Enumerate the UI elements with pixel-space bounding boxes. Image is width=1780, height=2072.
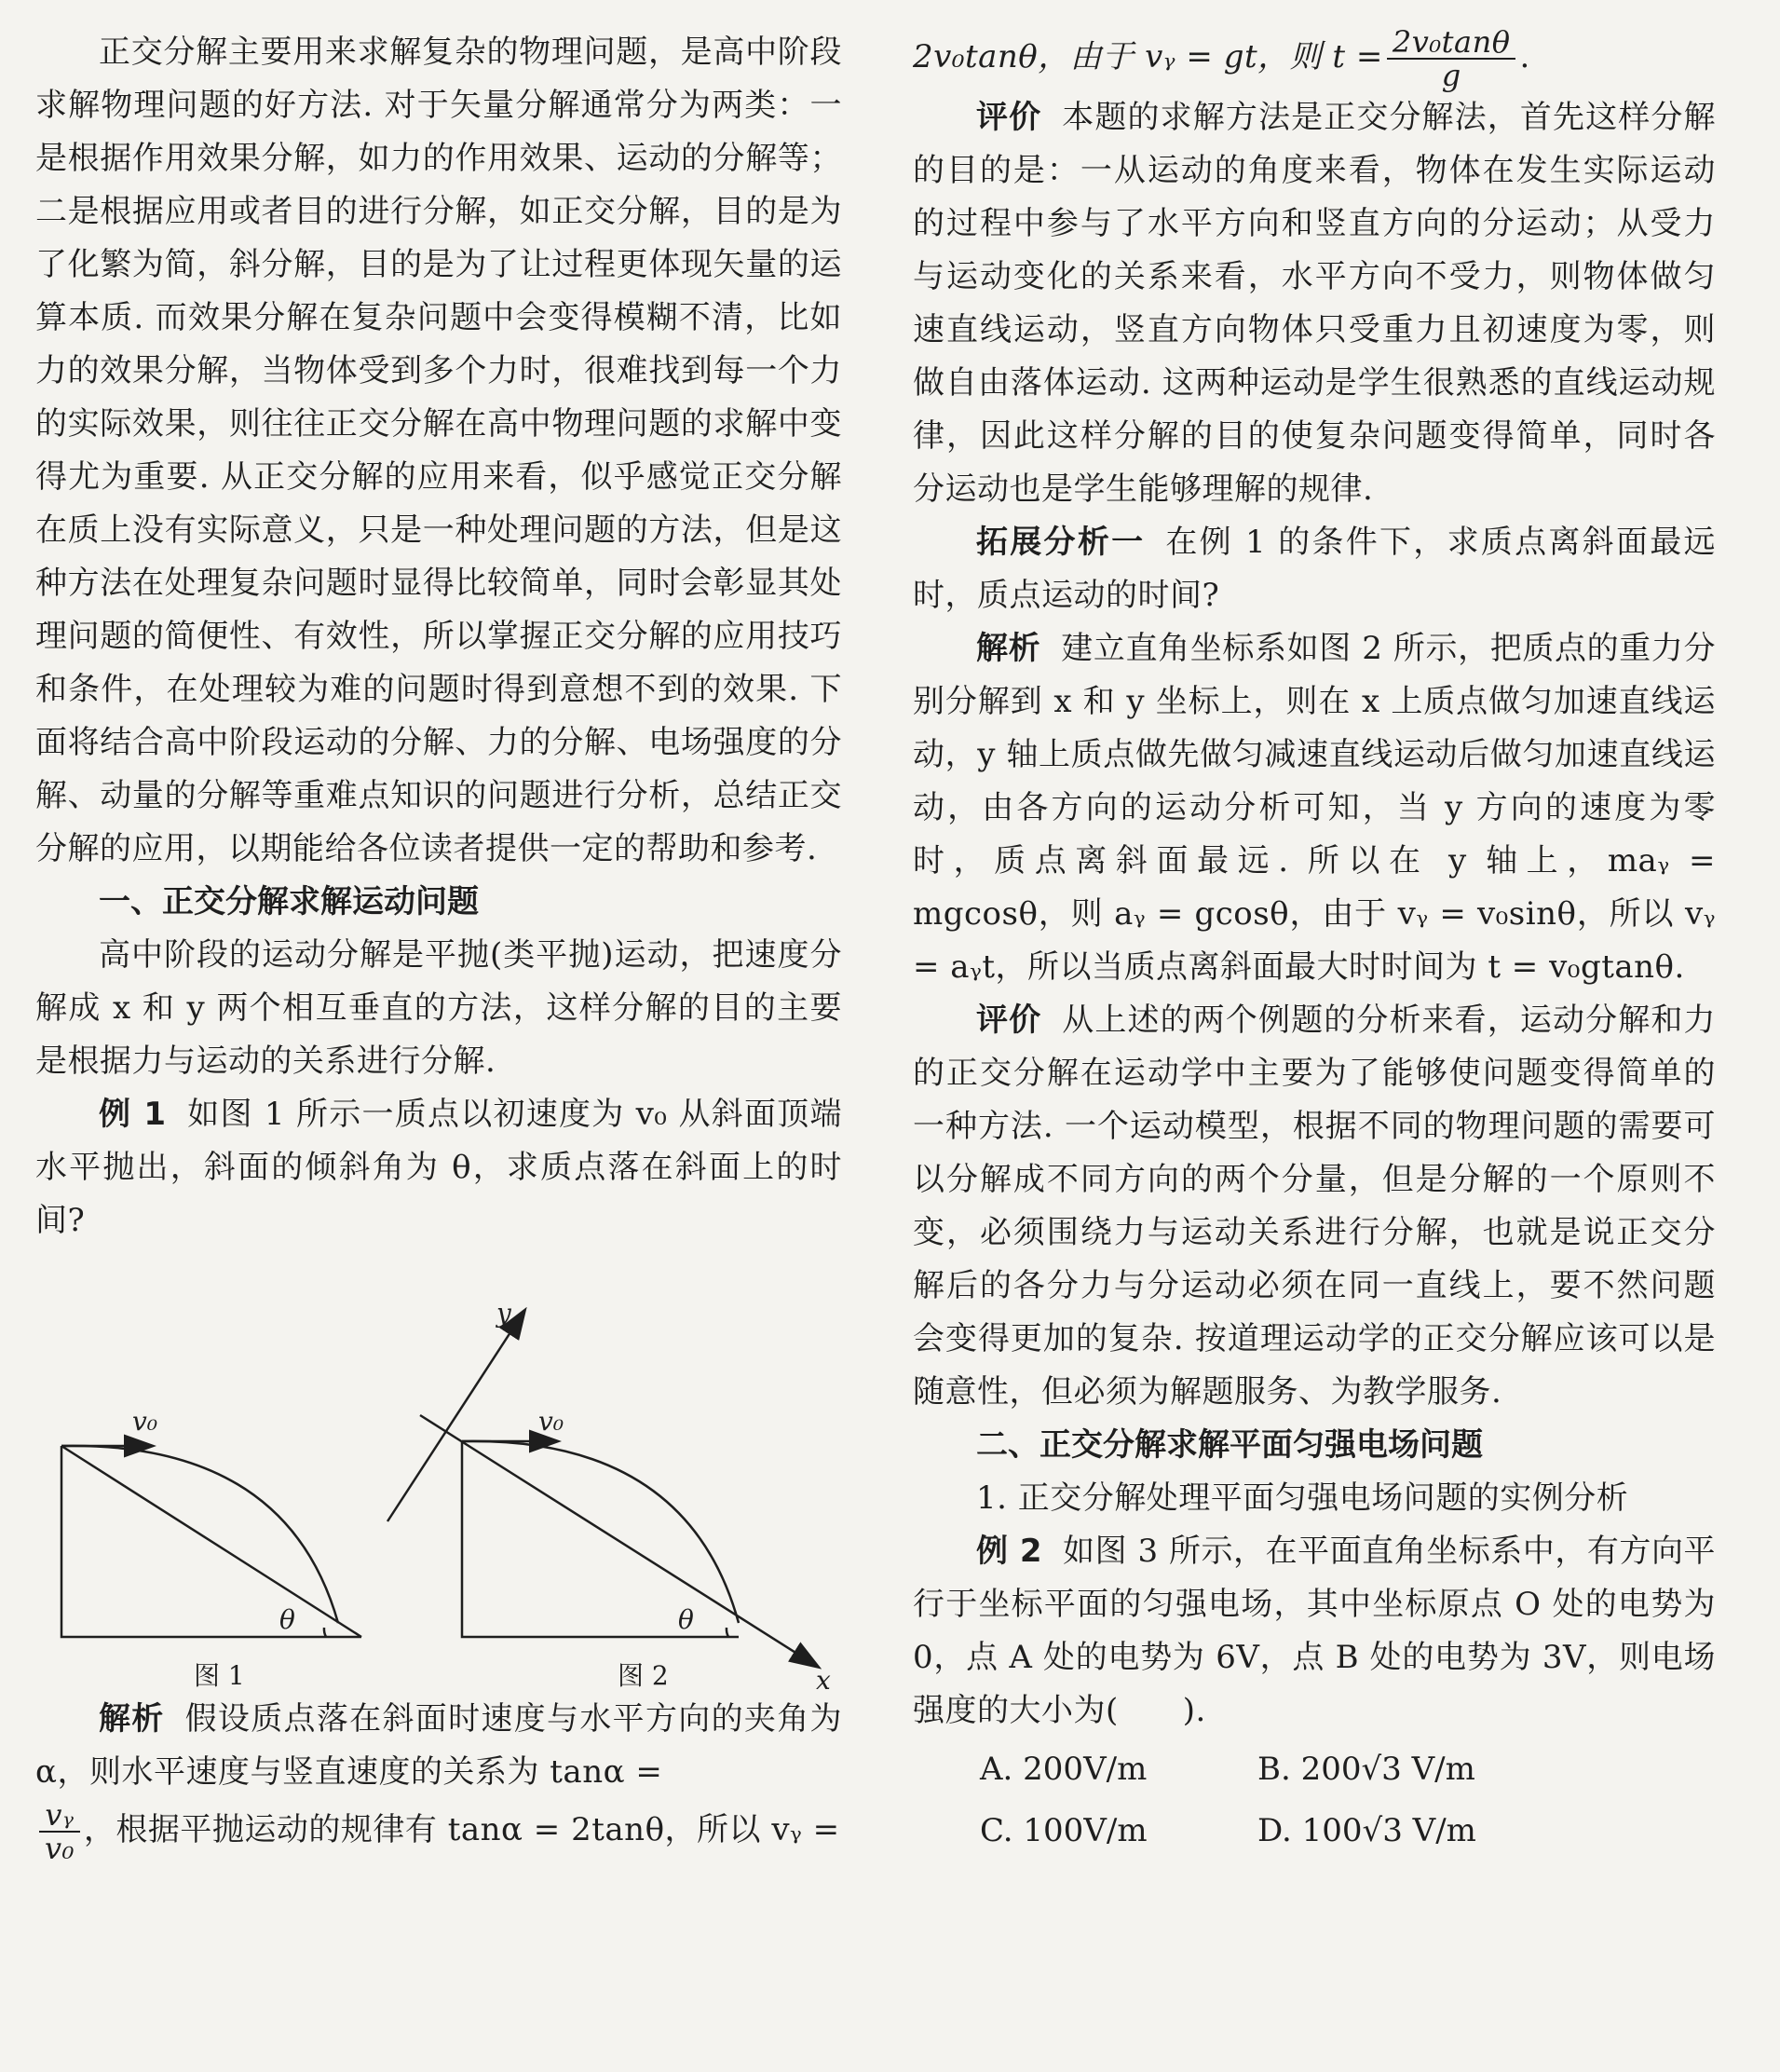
evaluation2-text: 从上述的两个例题的分析来看，运动分解和力的正交分解在运动学中主要为了能够使问题变得简单的一种方法. 一个运动模型，根据不同的物理问题的需要可以分解成不同方向的两个分量，但是分解的一个原则不变，必须围绕力与运动关系进行分解，也就是说正交分解后的各分力与分运动必须在同一直线上，要不然问题会变得更加的复杂. 按道理运动学的正交分解应该可以是随意性，但必须为解题服务、为教学服务. xyxy=(913,1002,1717,1411)
fig2-x-axis xyxy=(420,1415,818,1667)
section1-heading: 一、正交分解求解运动问题 xyxy=(99,883,479,920)
fig2-x-label: x xyxy=(816,1665,831,1696)
fig2-angle-arc xyxy=(727,1628,728,1637)
option-a: A. 200V/m xyxy=(980,1751,1148,1788)
extension-text: 在例 1 的条件下，求质点离斜面最远时，质点运动的时间? xyxy=(913,524,1717,614)
evaluation1-paragraph xyxy=(913,91,1716,516)
figure2-caption: 图 2 xyxy=(618,1660,669,1691)
solution1-conclusion: 2v₀tanθ，由于 vᵧ = gt，则 t = $\frac{\text{2v₀tanθ}}{g}$ . xyxy=(913,24,1530,93)
fig1-v0-label: v₀ xyxy=(132,1406,158,1437)
option-d: D. 100√3 V/m xyxy=(1257,1812,1476,1849)
solution2-text: 建立直角坐标系如图 2 所示，把质点的重力分别分解到 x 和 y 坐标上，则在 x 上质点做匀加速直线运动，y 轴上质点做先做匀减速直线运动后做匀加速直线运动，由各方向的运动分析可知，当 y 方向的速度为零时，质点离斜面最远. 所以在 y 轴上，maᵧ = mgcosθ，则 aᵧ = gcosθ，由于 vᵧ = v₀sinθ，所以 vᵧ = aᵧt，所以当质点离斜面最大时时间为 t = v₀gtanθ. xyxy=(913,630,1716,986)
evaluation1-label: 评价 xyxy=(976,99,1042,136)
section1-paragraph: 高中阶段的运动分解是平抛(类平抛)运动，把速度分解成 x 和 y 两个相互垂直的方法，这样分解的目的主要是根据力与运动的关系进行分解. xyxy=(35,936,842,1080)
fig1-theta-label: θ xyxy=(279,1604,295,1635)
figure-1 xyxy=(61,1446,361,1637)
example2-label: 例 2 xyxy=(976,1533,1043,1570)
solution2-label: 解析 xyxy=(976,630,1041,667)
solution1-label: 解析 xyxy=(99,1700,165,1738)
example1-text: 如图 1 所示一质点以初速度为 v₀ 从斜面顶端水平抛出，斜面的倾斜角为 θ，求质点落在斜面上的时间? xyxy=(35,1096,842,1239)
fig2-ramp-base xyxy=(462,1441,739,1637)
option-b: B. 200√3 V/m xyxy=(1257,1751,1475,1788)
example2-text: 如图 3 所示，在平面直角坐标系中，有方向平行于坐标平面的匀强电场，其中坐标原点 O 处的电势为 0，点 A 处的电势为 6V，点 B 处的电势为 3V，则电场强度的大小为( ). xyxy=(913,1533,1716,1729)
figure-2 xyxy=(387,1311,818,1667)
figure1-caption: 图 1 xyxy=(194,1660,245,1691)
evaluation2-paragraph xyxy=(913,994,1716,1419)
solution1-paragraph xyxy=(35,1693,842,1799)
evaluation1-text: 本题的求解方法是正交分解法，首先这样分解的目的是：一从运动的角度来看，物体在发生实际运动的过程中参与了水平方向和竖直方向的分运动；从受力与运动变化的关系来看，水平方向不受力，则物体做匀速直线运动，竖直方向物体只受重力且初速度为零，则做自由落体运动. 这两种运动是学生很熟悉的直线运动规律，因此这样分解的目的使复杂问题变得简单，同时各分运动也是学生能够理解的规律. xyxy=(913,99,1717,508)
section2-heading: 二、正交分解求解平面匀强电场问题 xyxy=(976,1426,1483,1464)
fig2-y-label: y xyxy=(496,1298,511,1329)
example1-label: 例 1 xyxy=(99,1096,167,1133)
answer-options xyxy=(913,1743,1716,1864)
vy-over-v0-fraction: $\frac{\text{vᵧ}}{\text{v₀}}$ xyxy=(39,1799,80,1864)
subsection1-title: 1. 正交分解处理平面匀强电场问题的实例分析 xyxy=(976,1479,1629,1517)
left-column xyxy=(35,26,842,1864)
time-fraction: $\frac{\text{2v₀tanθ}}{g}$ xyxy=(1387,26,1516,91)
fig2-v0-label: v₀ xyxy=(538,1406,564,1437)
solution2-paragraph xyxy=(913,622,1716,994)
evaluation2-label: 评价 xyxy=(976,1002,1042,1039)
fig2-theta-label: θ xyxy=(678,1604,694,1635)
extension-paragraph xyxy=(913,516,1716,622)
fig1-angle-arc xyxy=(324,1628,326,1637)
fig1-slope xyxy=(61,1446,361,1637)
example2-paragraph xyxy=(913,1525,1716,1738)
right-column xyxy=(913,26,1716,1864)
example1-paragraph xyxy=(35,1088,842,1247)
solution1-text-b: ，根据平抛运动的规律有 tanα = 2tanθ，所以 vᵧ = xyxy=(83,1811,840,1848)
fig2-y-axis xyxy=(387,1311,524,1521)
solution1-text-a: 假设质点落在斜面时速度与水平方向的夹角为 α，则水平速度与竖直速度的关系为 tanα = xyxy=(35,1700,843,1791)
intro-paragraph: 正交分解主要用来求解复杂的物理问题，是高中阶段求解物理问题的好方法. 对于矢量分解通常分为两类：一是根据作用效果分解，如力的作用效果、运动的分解等；二是根据应用或者目的进行分解，如正交分解，目的是为了化繁为简，斜分解，目的是为了让过程更体现矢量的运算本质. 而效果分解在复杂问题中会变得模糊不清，比如力的效果分解，当物体受到多个力时，很难找到每一个力的实际效果，则往往正交分解在高中物理问题的求解中变得尤为重要. 从正交分解的应用来看，似乎感觉正交分解在质上没有实际意义，只是一种处理问题的方法，但是这种方法在处理复杂问题时显得比较简单，同时会彰显其处理问题的简便性、有效性，所以掌握正交分解的应用技巧和条件，在处理较为难的问题时得到意想不到的效果. 下面将结合高中阶段运动的分解、力的分解、电场强度的分解、动量的分解等重难点知识的问题进行分析，总结正交分解的应用，以期能给各位读者提供一定的帮助和参考. xyxy=(35,34,842,867)
extension-label: 拓展分析一 xyxy=(976,524,1146,561)
figures-1-2 xyxy=(35,1255,842,1696)
option-c: C. 100V/m xyxy=(980,1812,1148,1849)
solution1-continued xyxy=(35,1799,842,1864)
